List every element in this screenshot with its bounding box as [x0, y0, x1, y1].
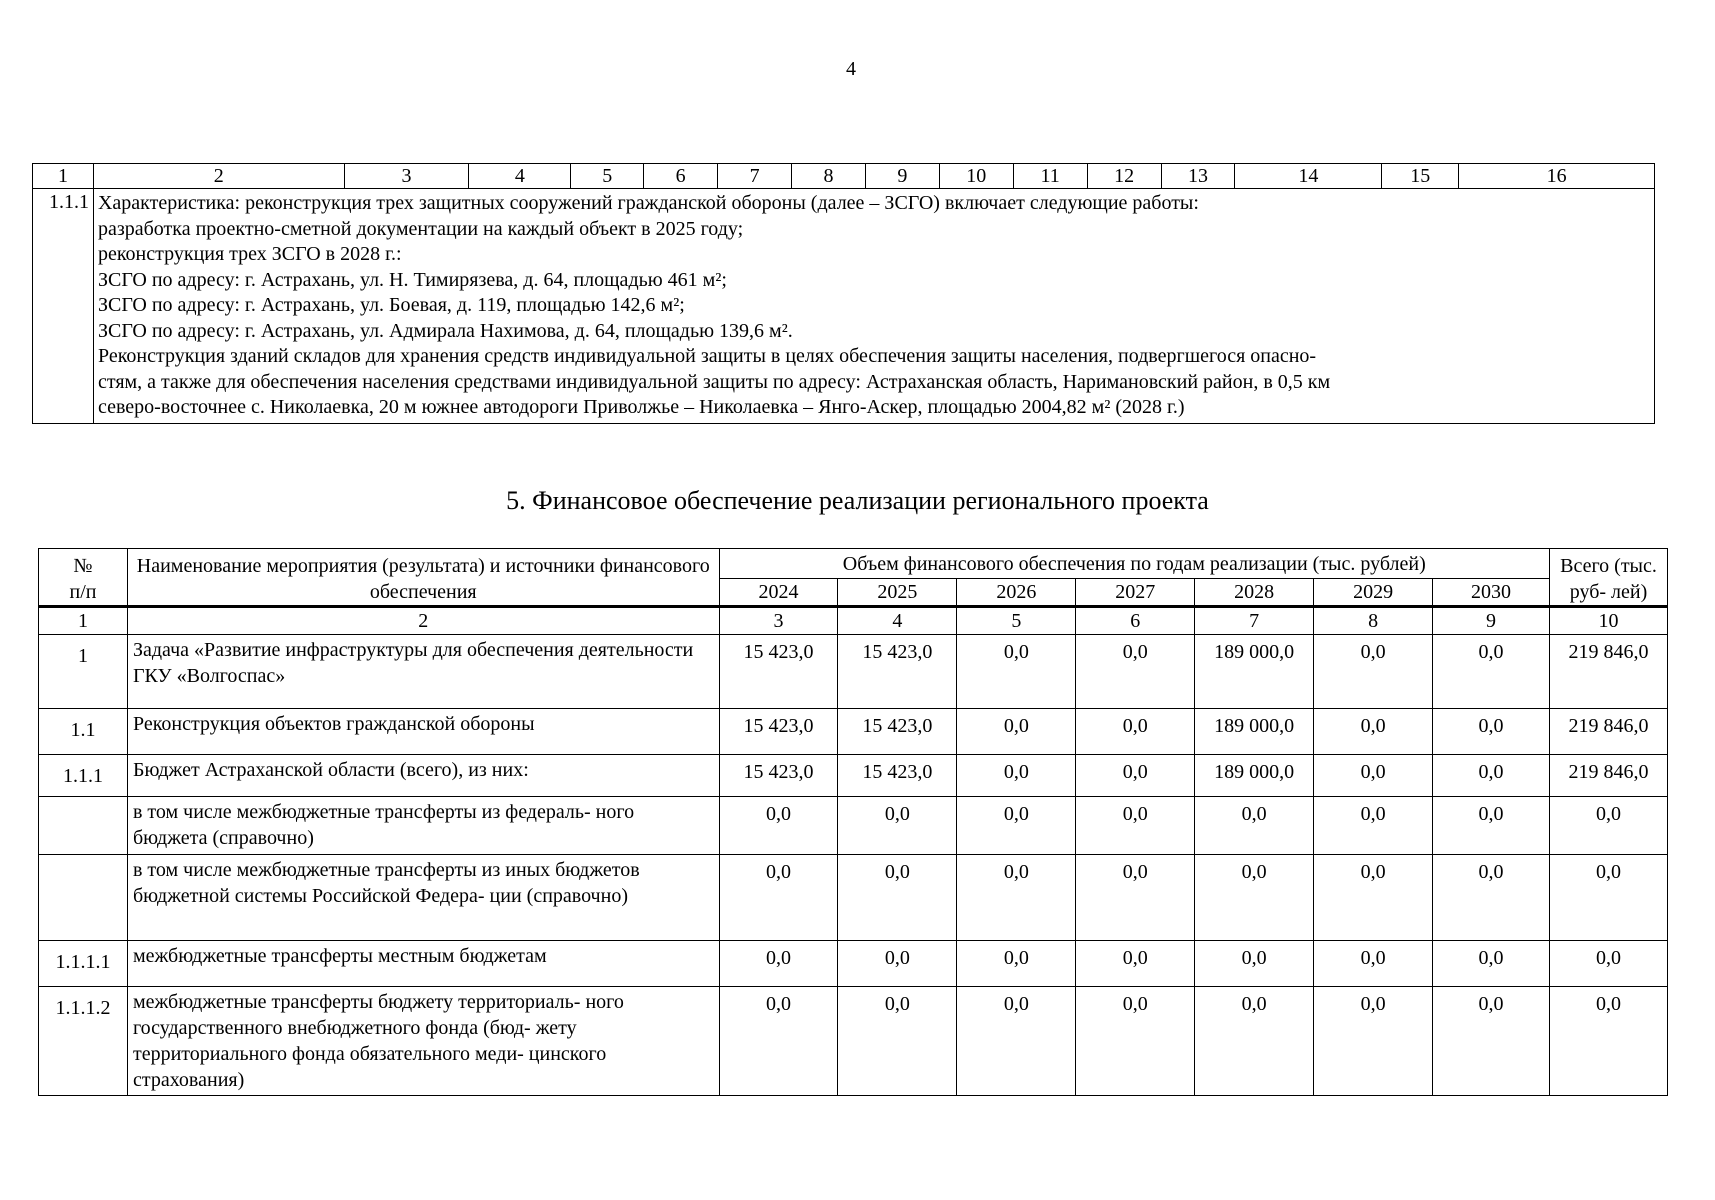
value-cell: 0,0 — [1433, 755, 1550, 797]
value-cell: 0,0 — [1433, 855, 1550, 941]
text-line: разработка проектно-сметной документации на каждый объект в 2025 году; — [97, 217, 744, 240]
total-cell: 0,0 — [1549, 987, 1667, 1096]
value-cell: 0,0 — [1433, 797, 1550, 855]
text-line: ЗСГО по адресу: г. Астрахань, ул. Боевая, д. 119, площадью 142,6 м²; — [97, 294, 685, 316]
text-line: Реконструкция зданий складов для хранения средств индивидуальной защиты в целях обеспечения защиты населения, подвергшегося опасно- — [97, 345, 1317, 367]
value-cell: 0,0 — [1433, 987, 1550, 1096]
col-header: 5 — [571, 164, 644, 189]
value-cell: 0,0 — [957, 987, 1076, 1096]
finance-table — [38, 548, 1668, 1096]
col-number: 8 — [1314, 607, 1433, 635]
total-cell: 0,0 — [1549, 855, 1667, 941]
value-cell: 0,0 — [957, 755, 1076, 797]
col-header: 15 — [1382, 164, 1459, 189]
table-row — [39, 755, 1668, 797]
col-number: 5 — [957, 607, 1076, 635]
characteristics-table — [32, 163, 1655, 424]
row-number — [39, 855, 128, 941]
value-cell: 0,0 — [838, 797, 957, 855]
year-cell: 2027 — [1076, 578, 1195, 607]
col-number: 6 — [1076, 607, 1195, 635]
col-number: 7 — [1195, 607, 1314, 635]
value-cell: 0,0 — [719, 855, 838, 941]
value-cell: 0,0 — [719, 797, 838, 855]
value-cell: 15 423,0 — [719, 635, 838, 709]
col-number: 3 — [719, 607, 838, 635]
text-line: ЗСГО по адресу: г. Астрахань, ул. Н. Тимирязева, д. 64, площадью 461 м²; — [97, 268, 727, 291]
text-line: северо-восточнее с. Николаевка, 20 м южнее автодороги Приволжье – Николаевка – Янго-Аскер, площадью 2004,82 м² (2028 г.) — [97, 396, 1185, 418]
col-number: 9 — [1433, 607, 1550, 635]
value-cell: 0,0 — [1314, 709, 1433, 755]
value-cell: 0,0 — [1076, 987, 1195, 1096]
section-title: 5. Финансовое обеспечение реализации регионального проекта — [506, 486, 1209, 515]
page-number: 4 — [846, 58, 856, 80]
col-number: 10 — [1549, 607, 1667, 635]
year-cell: 2025 — [838, 578, 957, 607]
col-header: 14 — [1235, 164, 1382, 189]
characteristics-text — [93, 189, 1654, 424]
col-header: 16 — [1459, 164, 1655, 189]
value-cell: 0,0 — [1195, 987, 1314, 1096]
row-number: 1.1.1 — [33, 189, 94, 424]
header-total: Всего (тыс. руб- лей) — [1549, 549, 1667, 607]
value-cell: 0,0 — [1314, 755, 1433, 797]
value-cell: 0,0 — [838, 987, 957, 1096]
value-cell: 0,0 — [1314, 797, 1433, 855]
col-number: 1 — [39, 607, 128, 635]
table-row — [39, 797, 1668, 855]
value-cell: 15 423,0 — [719, 755, 838, 797]
value-cell: 0,0 — [957, 635, 1076, 709]
row-name: Задача «Развитие инфраструктуры для обеспечения деятельности ГКУ «Волгоспас» — [127, 635, 719, 709]
value-cell: 0,0 — [1076, 635, 1195, 709]
value-cell: 0,0 — [1433, 941, 1550, 987]
col-header: 10 — [939, 164, 1013, 189]
table-row — [39, 987, 1668, 1096]
value-cell: 15 423,0 — [838, 709, 957, 755]
total-cell: 0,0 — [1549, 797, 1667, 855]
col-header: 13 — [1161, 164, 1235, 189]
total-cell: 219 846,0 — [1549, 709, 1667, 755]
value-cell: 0,0 — [1195, 941, 1314, 987]
value-cell: 0,0 — [957, 941, 1076, 987]
row-name: в том числе межбюджетные трансферты из иных бюджетов бюджетной системы Российской Федера- ции (справочно) — [127, 855, 719, 941]
value-cell: 0,0 — [1076, 941, 1195, 987]
year-cell: 2024 — [719, 578, 838, 607]
row-name: межбюджетные трансферты бюджету территориаль- ного государственного внебюджетного фонда (бюд- жету территориального фонда обязательного меди- цинского страхования) — [127, 987, 719, 1096]
col-number: 4 — [838, 607, 957, 635]
value-cell: 0,0 — [719, 941, 838, 987]
table-row — [39, 709, 1668, 755]
value-cell: 0,0 — [1195, 797, 1314, 855]
table-row — [39, 635, 1668, 709]
year-cell: 2026 — [957, 578, 1076, 607]
value-cell: 0,0 — [1433, 709, 1550, 755]
col-header: 4 — [469, 164, 571, 189]
value-cell: 0,0 — [957, 855, 1076, 941]
value-cell: 189 000,0 — [1195, 755, 1314, 797]
value-cell: 0,0 — [1076, 855, 1195, 941]
col-header: 12 — [1087, 164, 1161, 189]
row-name: в том числе межбюджетные трансферты из федераль- ного бюджета (справочно) — [127, 797, 719, 855]
col-number: 2 — [127, 607, 719, 635]
table-row — [39, 941, 1668, 987]
row-number: 1.1.1.1 — [39, 941, 128, 987]
header-name: Наименование мероприятия (результата) и источники финансового обеспечения — [127, 549, 719, 607]
total-cell: 219 846,0 — [1549, 635, 1667, 709]
value-cell: 189 000,0 — [1195, 635, 1314, 709]
value-cell: 0,0 — [1314, 941, 1433, 987]
table-row — [39, 855, 1668, 941]
year-cell: 2028 — [1195, 578, 1314, 607]
value-cell: 0,0 — [838, 855, 957, 941]
col-header: 6 — [644, 164, 718, 189]
value-cell: 0,0 — [838, 941, 957, 987]
value-cell: 15 423,0 — [838, 635, 957, 709]
col-header: 9 — [865, 164, 939, 189]
row-name: Реконструкция объектов гражданской обороны — [127, 709, 719, 755]
year-cell: 2030 — [1433, 578, 1550, 607]
row-name: межбюджетные трансферты местным бюджетам — [127, 941, 719, 987]
col-header: 1 — [33, 164, 94, 189]
text-line: стям, а также для обеспечения населения средствами индивидуальной защиты по адресу: Астраханская область, Наримановский район, в 0,5 км — [97, 370, 1331, 393]
value-cell: 15 423,0 — [719, 709, 838, 755]
text-line: Характеристика: реконструкция трех защитных сооружений гражданской обороны (далее – ЗСГО) включает следующие работы: — [97, 192, 1199, 214]
characteristics-row — [33, 189, 1655, 424]
text-line: реконструкция трех ЗСГО в 2028 г.: — [97, 243, 402, 265]
column-number-row — [33, 164, 1655, 189]
column-number-row — [39, 607, 1668, 635]
value-cell: 0,0 — [1314, 855, 1433, 941]
row-name: Бюджет Астраханской области (всего), из них: — [127, 755, 719, 797]
col-header: 8 — [792, 164, 866, 189]
value-cell: 0,0 — [957, 709, 1076, 755]
value-cell: 0,0 — [1076, 755, 1195, 797]
header-number: № п/п — [39, 549, 128, 607]
row-number: 1.1.1 — [39, 755, 128, 797]
finance-header-row — [39, 549, 1668, 579]
year-cell: 2029 — [1314, 578, 1433, 607]
col-header: 2 — [93, 164, 344, 189]
row-number: 1.1.1.2 — [39, 987, 128, 1096]
row-number: 1 — [39, 635, 128, 709]
value-cell: 0,0 — [1076, 709, 1195, 755]
text-line: ЗСГО по адресу: г. Астрахань, ул. Адмирала Нахимова, д. 64, площадью 139,6 м². — [97, 319, 793, 342]
value-cell: 15 423,0 — [838, 755, 957, 797]
value-cell: 0,0 — [1314, 635, 1433, 709]
value-cell: 0,0 — [719, 987, 838, 1096]
col-header: 11 — [1013, 164, 1087, 189]
value-cell: 0,0 — [1195, 855, 1314, 941]
row-number — [39, 797, 128, 855]
col-header: 7 — [718, 164, 792, 189]
value-cell: 189 000,0 — [1195, 709, 1314, 755]
col-header: 3 — [344, 164, 469, 189]
total-cell: 0,0 — [1549, 941, 1667, 987]
total-cell: 219 846,0 — [1549, 755, 1667, 797]
header-volume: Объем финансового обеспечения по годам реализации (тыс. рублей) — [719, 549, 1549, 579]
value-cell: 0,0 — [1433, 635, 1550, 709]
row-number: 1.1 — [39, 709, 128, 755]
value-cell: 0,0 — [1076, 797, 1195, 855]
value-cell: 0,0 — [957, 797, 1076, 855]
value-cell: 0,0 — [1314, 987, 1433, 1096]
